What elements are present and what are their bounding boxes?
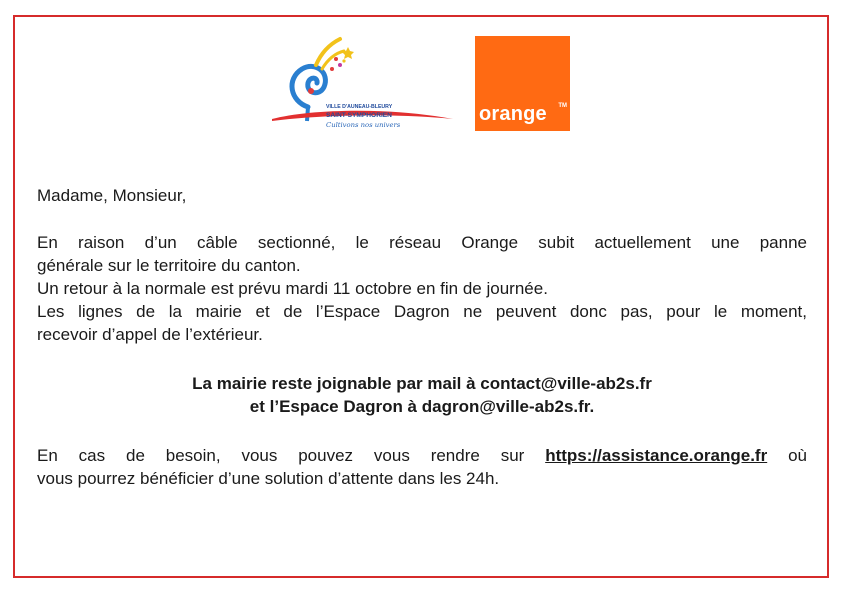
assistance-link[interactable]: https://assistance.orange.fr [545,446,768,465]
assistance-line [37,444,807,467]
paragraph-line: En raison d’un câble sectionné, le réseau Orange subit actuellement une panne [37,233,807,252]
orange-wordmark: orange [479,103,547,125]
letter-body [37,184,807,490]
city-tagline: Cultivons nos univers [326,121,401,129]
contact-line: La mairie reste joignable par mail à contact@ville-ab2s.fr [192,374,652,393]
assistance-suffix: où [767,446,807,465]
paragraph-line: vous pourrez bénéficier d’une solution d’attente dans les 24h. [37,469,500,488]
city-name-line2: SAINT-SYMPHORIEN [326,112,392,119]
contact-line: et l’Espace Dagron à dagron@ville-ab2s.fr. [249,397,595,416]
assistance-prefix: En cas de besoin, vous pouvez vous rendre sur [37,446,546,465]
paragraph-line: Les lignes de la mairie et de l’Espace Dagron ne peuvent donc pas, pour le moment, [37,302,807,321]
city-name-line1: VILLE D'AUNEAU-BLEURY [326,104,393,110]
orange-logo [475,36,570,131]
paragraph-line: générale sur le territoire du canton. [37,256,301,275]
orange-tm: TM [558,103,567,109]
greeting: Madame, Monsieur, [37,186,187,205]
paragraph-line: recevoir d’appel de l’extérieur. [37,325,263,344]
paragraph-line: Un retour à la normale est prévu mardi 11 octobre en fin de journée. [37,279,548,298]
city-logo [270,33,455,133]
